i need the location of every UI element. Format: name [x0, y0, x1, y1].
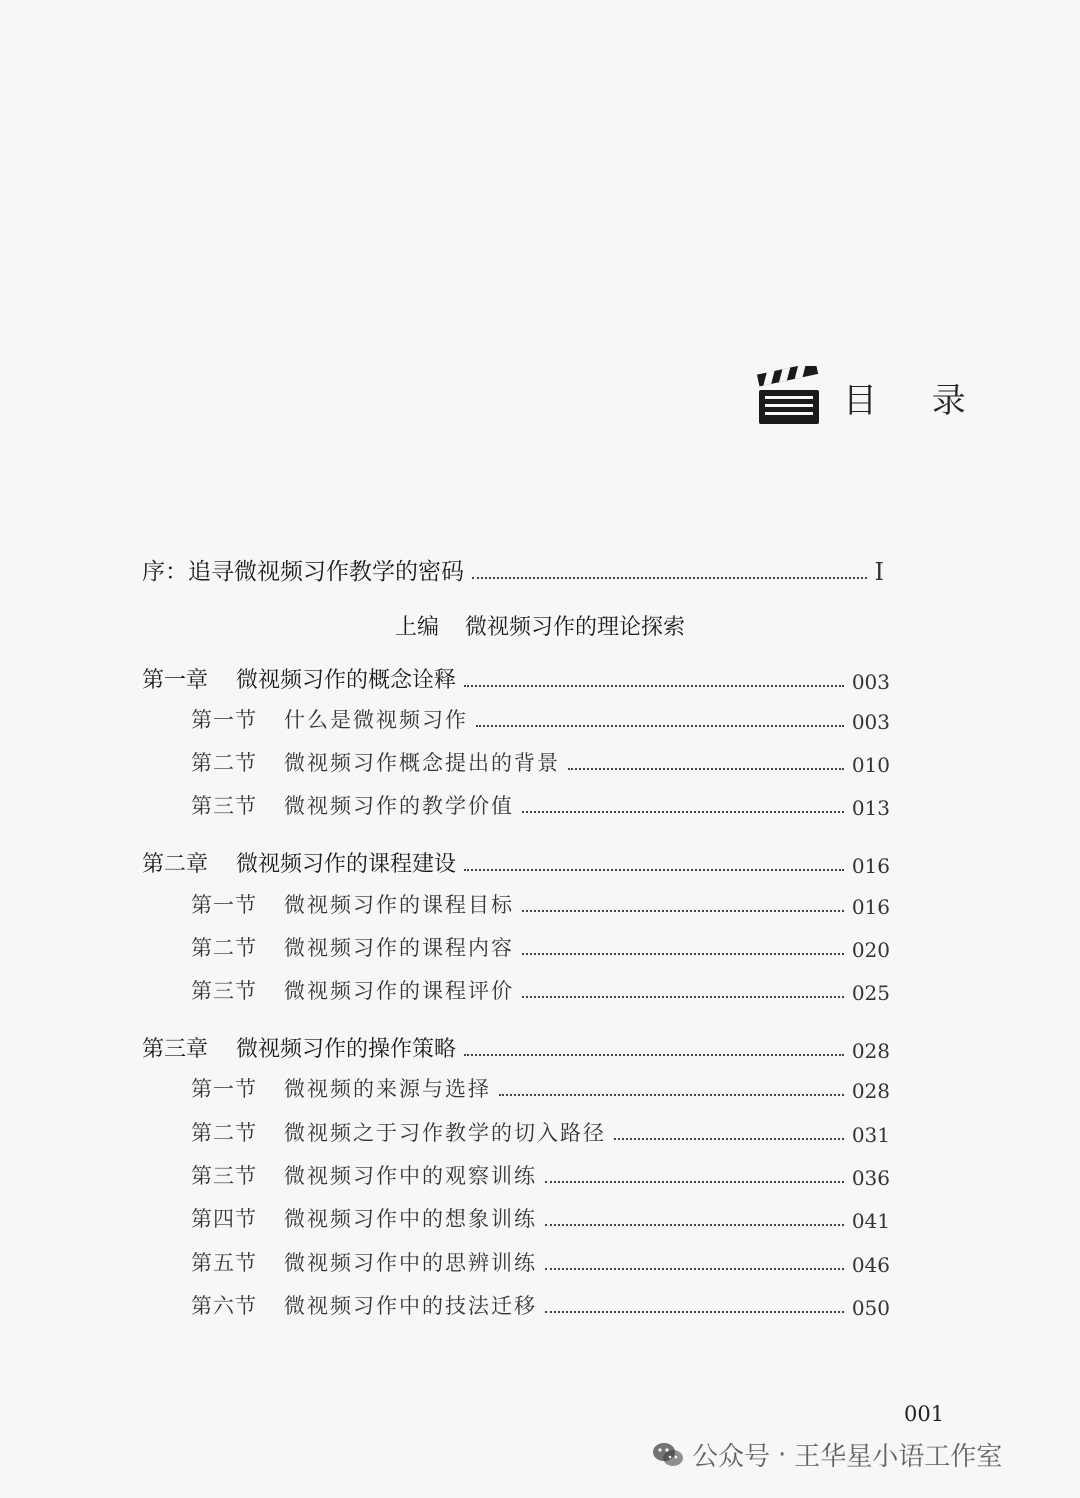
toc-section[interactable]: [191, 889, 890, 919]
toc-chapter[interactable]: [142, 663, 890, 694]
section-number: 第三节: [191, 794, 257, 818]
dot-leader: [464, 684, 844, 687]
clapperboard-icon: [755, 366, 823, 428]
section-title: 微视频习作中的技法迁移: [284, 1294, 537, 1318]
section-number: 第一节: [191, 708, 257, 732]
chapter-title: 微视频习作的概念诠释: [236, 668, 457, 693]
section-page: 003: [851, 710, 890, 734]
section-page: 031: [851, 1123, 890, 1147]
toc-section[interactable]: [191, 747, 890, 777]
toc-heading: [755, 366, 988, 428]
section-page: 028: [851, 1079, 890, 1103]
section-title: 微视频习作中的观察训练: [284, 1164, 537, 1188]
dot-leader: [545, 1223, 844, 1226]
section-number: 第一节: [191, 1077, 257, 1101]
toc-section[interactable]: [191, 790, 890, 820]
dot-leader: [522, 952, 844, 955]
section-number: 第三节: [191, 979, 257, 1003]
chapter-title: 微视频习作的操作策略: [236, 1037, 457, 1062]
part-label: 上编: [394, 615, 439, 640]
section-page: 016: [851, 895, 890, 919]
toc-section[interactable]: [191, 1247, 890, 1277]
toc-entry-preface[interactable]: [142, 553, 884, 586]
dot-leader: [568, 767, 844, 770]
chapter-number: 第二章: [142, 852, 209, 877]
section-page: 025: [851, 981, 890, 1005]
toc-chapter[interactable]: [142, 847, 890, 878]
toc-section[interactable]: [191, 975, 890, 1005]
toc-section[interactable]: [191, 704, 890, 734]
toc-chapter[interactable]: [142, 1032, 890, 1063]
section-number: 第一节: [191, 893, 257, 917]
part-heading: [0, 610, 1080, 641]
dot-leader: [522, 995, 844, 998]
watermark-separator: ·: [778, 1439, 787, 1470]
section-title: 微视频习作的课程内容: [284, 936, 514, 960]
chapter-page: 016: [851, 854, 890, 878]
preface-title: 序：追寻微视频习作教学的密码: [142, 559, 464, 585]
section-title: 微视频之于习作教学的切入路径: [284, 1121, 606, 1145]
watermark: [652, 1436, 1002, 1473]
chapter-page: 003: [851, 670, 890, 694]
section-page: 041: [851, 1209, 890, 1233]
dot-leader: [476, 724, 844, 727]
section-title: 微视频习作的课程评价: [284, 979, 514, 1003]
watermark-name: 王华星小语工作室: [794, 1442, 1003, 1472]
section-title: 微视频习作中的思辨训练: [284, 1251, 537, 1275]
section-page: 013: [851, 796, 890, 820]
toc-section[interactable]: [191, 1117, 890, 1147]
toc-section[interactable]: [191, 932, 890, 962]
section-page: 046: [851, 1253, 890, 1277]
dot-leader: [522, 909, 844, 912]
dot-leader: [464, 868, 844, 871]
part-title: 微视频习作的理论探索: [465, 615, 686, 640]
preface-page: I: [874, 558, 884, 586]
dot-leader: [472, 576, 867, 579]
section-number: 第二节: [191, 936, 257, 960]
section-title: 微视频习作概念提出的背景: [284, 751, 560, 775]
dot-leader: [545, 1267, 844, 1270]
section-number: 第五节: [191, 1251, 257, 1275]
section-title: 微视频习作中的想象训练: [284, 1207, 537, 1231]
section-title: 微视频的来源与选择: [284, 1077, 491, 1101]
watermark-label: 公众号: [692, 1442, 771, 1472]
section-number: 第四节: [191, 1207, 257, 1231]
section-page: 020: [851, 938, 890, 962]
chapter-number: 第一章: [142, 668, 209, 693]
chapter-title: 微视频习作的课程建设: [236, 852, 457, 877]
section-page: 036: [851, 1166, 890, 1190]
toc-section[interactable]: [191, 1073, 890, 1103]
section-page: 050: [851, 1296, 890, 1320]
dot-leader: [464, 1053, 844, 1056]
chapter-page: 028: [851, 1039, 890, 1063]
section-number: 第六节: [191, 1294, 257, 1318]
dot-leader: [522, 810, 844, 813]
section-number: 第二节: [191, 751, 257, 775]
section-title: 微视频习作的课程目标: [284, 893, 514, 917]
section-title: 什么是微视频习作: [284, 708, 468, 732]
dot-leader: [614, 1137, 844, 1140]
dot-leader: [499, 1093, 844, 1096]
section-page: 010: [851, 753, 890, 777]
chapter-number: 第三章: [142, 1037, 209, 1062]
toc-section[interactable]: [191, 1160, 890, 1190]
section-number: 第三节: [191, 1164, 257, 1188]
section-title: 微视频习作的教学价值: [284, 794, 514, 818]
toc-section[interactable]: [191, 1203, 890, 1233]
page-number: 001: [904, 1402, 945, 1426]
toc-title: 目 录: [843, 380, 988, 421]
dot-leader: [545, 1310, 844, 1313]
wechat-icon: [652, 1441, 684, 1469]
toc-section[interactable]: [191, 1290, 890, 1320]
dot-leader: [545, 1180, 844, 1183]
section-number: 第二节: [191, 1121, 257, 1145]
